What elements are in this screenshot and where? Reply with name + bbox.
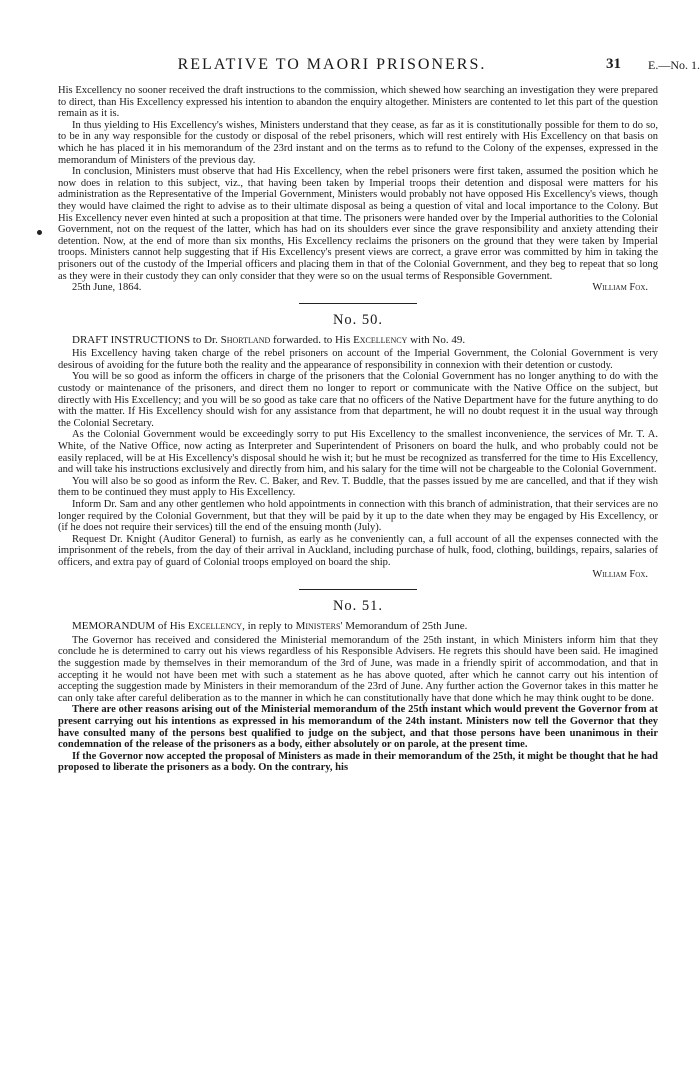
- paragraph: If the Governor now accepted the proposal of Ministers as made in their memorandum of the 25th, it might be thought that he had proposed to liberate the prisoners as a body. On the contrary, his: [58, 750, 658, 774]
- signature-line: [58, 282, 658, 294]
- running-head: [58, 56, 698, 80]
- document-heading: [58, 620, 658, 633]
- paragraph: In thus yielding to His Excellency's wishes, Ministers understand that they cease, as far as it is constitutionally possible for them to do so, to be in any way responsible for the custody or disposal of the rebel prisoners, which will rest entirely with His Excellency on that basis on which he has placed it in his memorandum of the 23rd instant and on the terms as to refund to the Colony of the expenses, expressed in the memorandum of Ministers of the previous day.: [58, 119, 658, 166]
- section-divider: [299, 303, 417, 304]
- document-heading: [58, 334, 658, 347]
- document-number: No. 50.: [332, 311, 384, 328]
- page-number: 31: [606, 56, 621, 72]
- paragraph: In conclusion, Ministers must observe that had His Excellency, when the rebel prisoners were first taken, assumed the position which he now does in relation to this subject, viz., that having been taken by Imperial troops their detention and disposal were matters for his administration as the Representative of the Imperial Government, Ministers would probably not have opposed His Excellency's views, though they would have claimed the right to advise as to their ultimate disposal as being a question of vital and local importance to the Colony. But His Excellency never even hinted at such a proposition at that time. The prisoners were handed over by the Imperial authorities to the Colonial Government, not on the request of the latter, which has had on its shoulders ever since the grave responsibility and anxiety attending their detention. Now, at the end of more than six months, His Excellency reclaims the prisoners on the ground that they were taken by Imperial troops. Ministers cannot help suggesting that if His Excellency's present views are correct, a grave error was committed by him in taking the prisoners out of the custody of the Imperial officers and placing them in that of the Colonial Government, and they beg to repeat that so long as they were in their custody they can only consider that they were so on the usual terms of Responsible Government.: [58, 166, 658, 282]
- paragraph: His Excellency having taken charge of the rebel prisoners on account of the Imperial Government, the Colonial Government is very desirous of avoiding for the future both the reality and the appearance of responsibility in connexion with their detention or custody.: [58, 348, 658, 371]
- running-title: RELATIVE TO MAORI PRISONERS.: [177, 56, 487, 73]
- document-number: No. 51.: [332, 598, 384, 615]
- heading-suffix: with No. 49.: [410, 333, 466, 346]
- signature: William Fox.: [592, 282, 648, 294]
- paragraph: Request Dr. Knight (Auditor General) to furnish, as early as he conveniently can, a full account of all the expenses connected with the imprisonment of the rebels, from the day of their arrival in Auckland, including purchase of hulk, food, clothing, buildings, repairs, salaries of officers, and extra pay of guard of Colonial troops employed on board the ship.: [58, 533, 658, 568]
- heading-prefix: MEMORANDUM of His: [72, 620, 186, 633]
- heading-title: Excellency: [353, 333, 408, 346]
- heading-name: Shortland: [220, 333, 271, 346]
- paper-reference: E.—No. 1.: [648, 58, 700, 72]
- document-no-51: [58, 598, 658, 774]
- margin-mark: [37, 230, 42, 235]
- paragraph: As the Colonial Government would be exceedingly sorry to put His Excellency to the smallest inconvenience, the services of Mr. T. A. White, of the Native Office, now acting as Interpreter and Superintendent of Prisoners on board the hulk, and who probably could not be easily replaced, will be at His Excellency's disposal should he wish it; but he must be recognized as transferred for the time to His Excellency, and will take his instructions exclusively and directly from him, and his salary for the time will not be chargeable to the Colonial Government.: [58, 429, 658, 476]
- document-no-50: [58, 312, 658, 580]
- section-divider: [299, 589, 417, 590]
- paragraph: Inform Dr. Sam and any other gentlemen who hold appointments in connection with this branch of administration, that their services are no longer required by the Colonial Government, but that they will be paid by it up to the date when they may be engaged by His Excellency, or (if he does not require their services) till the end of the ensuing month (July).: [58, 499, 658, 534]
- signature: William Fox.: [592, 568, 648, 580]
- paragraph: You will also be so good as inform the Rev. C. Baker, and Rev. T. Buddle, that the passes issued by me are cancelled, and that if they wish them to be continued they must apply to His Excellency.: [58, 475, 658, 499]
- paragraph: His Excellency no sooner received the draft instructions to the commission, which shewed how searching an investigation they were prepared to direct, than His Excellency expressed his intention to abandon the enquiry altogether. Ministers are contented to let this part of the question remain as it is.: [58, 85, 658, 120]
- paragraph: The Governor has received and considered the Ministerial memorandum of the 25th instant, in which Ministers inform him that they conclude he is determined to carry out his views regardless of his Responsible Advisers. He regrets this should have been said. He imagined the suggestion made by themselves in their memorandum of the 3rd of June, was made in a friendly spirit of accommodation, and that in accepting it he would not have been met with such a statement as he has above quoted, after which he cannot carry out his intention of accepting the suggestion made by Ministers in their memorandum of the 23rd of June. Any further action the Governor takes in this matter he can only take after careful deliberation as to the manner in which he can constitutionally have that done which he may think ought to be done.: [58, 634, 658, 704]
- paragraph: There are other reasons arising out of the Ministerial memorandum of the 25th instant which would prevent the Governor from at present carrying out his intentions as expressed in his memorandum of the 24th instant. Ministers now tell the Governor that they have consulted many of the persons best qualified to judge on the subject, and that those persons have been unanimous in their condemnation of the release of the prisoners as a body, either absolutely or on parole, at the present time.: [58, 704, 658, 751]
- heading-ministers: Ministers': [295, 620, 343, 633]
- heading-mid: forwarded. to His: [273, 333, 351, 346]
- memorandum-continuation: [58, 85, 658, 294]
- heading-prefix: DRAFT INSTRUCTIONS to Dr.: [72, 333, 218, 346]
- paragraph: You will be so good as inform the officers in charge of the prisoners that the Colonial Government has no longer anything to do with the custody or maintenance of the prisoners, and direct them no longer to report or communicate with the Native Office on the subject, but directly with His Excellency; and you will be so good as take care that no officers of the Native Department have for the future anything to do with the matter. If His Excellency should wish for any assistance from that department, he will no doubt request it in the usual way through the Colonial Secretary.: [58, 371, 658, 429]
- heading-title: Excellency: [187, 620, 243, 633]
- date-line: 25th June, 1864.: [72, 282, 142, 294]
- heading-mid: , in reply to: [242, 620, 293, 633]
- document-body: [58, 85, 658, 774]
- heading-suffix: Memorandum of 25th June.: [345, 620, 468, 633]
